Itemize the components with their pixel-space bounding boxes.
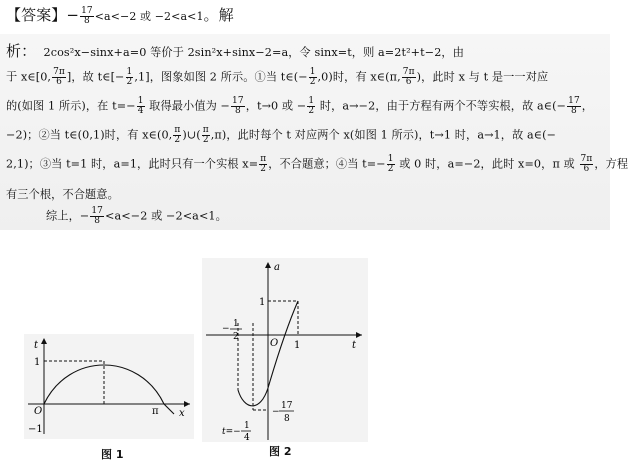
- figure-2-y-label: a: [274, 262, 280, 273]
- figure-2-tmin-prefix: t=−: [222, 427, 241, 437]
- analysis-label: 析：: [6, 42, 37, 60]
- figure-1-caption: 图 1: [101, 448, 124, 461]
- figure-2-neg-half-den: 2: [233, 332, 239, 342]
- figure-2-tick-1-y: 1: [259, 297, 266, 308]
- figure-2-x-label: t: [352, 340, 357, 351]
- figure-1-background: [24, 334, 194, 439]
- analysis-line-7: 综上，− $\frac{17}{8}$ <a<−2 或 −2<a<1。: [46, 206, 227, 226]
- figure-2-neg-half-num: 1: [233, 319, 239, 329]
- answer-frac-17-8: $\frac{17}{8}$: [81, 5, 93, 26]
- analysis-line-3: 的(如图 1 所示)，在 t=− $\frac{1}{4}$ 取得最小值为 − $\frac{17}{8}$ ，t→0 或 − $\frac{1}{2}$ 时，a→−2，由于方程有两个不等实根，故 a∈(− $\frac{17}{8}$ ，: [6, 96, 594, 116]
- answer-bracket-label: 【答案】: [6, 6, 67, 24]
- figure-2-tmin-num: 1: [244, 421, 250, 431]
- answer-line: 【答案】− $\frac{17}{8}$ <a<−2 或 −2<a<1。解: [6, 5, 234, 26]
- answer-end: 。解: [203, 6, 234, 24]
- figure-2-neg-half-minus: −: [222, 324, 230, 334]
- figure-2-origin: O: [270, 338, 279, 349]
- figure-2-ymin-num: 17: [281, 401, 293, 411]
- figure-2-ymin-den: 8: [284, 414, 290, 424]
- analysis-line-5: 2,1)；③当 t=1 时，a=1，此时只有一个实根 x= $\frac{\pi}{2}$ ，不合题意；④当 t=− $\frac{1}{2}$ 或 0 时，a=−2，此时 x=0，π 或 $\frac{7\pi}{6}$ ，方程: [6, 154, 628, 174]
- analysis-line-1: 析： 2cos²x−sinx+a=0 等价于 2sin²x+sinx−2=a，令 sinx=t，则 a=2t²+t−2，由: [6, 42, 465, 60]
- figure-2-tmin-den: 4: [244, 433, 250, 443]
- figure-2-ymin-minus: −: [272, 407, 280, 417]
- figure-2-caption: 图 2: [269, 445, 292, 458]
- analysis-line-4: −2)；②当 t∈(0,1)时，有 x∈(0, $\frac{\pi}{2}$ )∪( $\frac{\pi}{2}$ ,π)，此时每个 t 对应两个 x(如图 1 所示)，t→1 时，a→1，故 a∈(−: [6, 125, 557, 145]
- figure-2-graph: [202, 258, 368, 442]
- figure-1-tick-pi: π: [152, 406, 159, 417]
- analysis-line-2: 于 x∈[0, $\frac{7\pi}{6}$ ]，故 t∈[− $\frac{1}{2}$ ,1]，图象如图 2 所示。①当 t∈(− $\frac{1}{2}$ ,0)时，有 x∈(π, $\frac{7\pi}{6}$ )，此时 x 与 t 是一一对应: [6, 67, 549, 87]
- figure-1-origin: O: [34, 406, 43, 417]
- figure-1-tick-neg1: −1: [28, 424, 43, 435]
- figure-2-tick-1-x: 1: [294, 340, 301, 351]
- figure-1-graph: [24, 334, 194, 439]
- figure-1-y-label: t: [34, 340, 39, 351]
- figure-1-x-label: x: [179, 408, 185, 419]
- answer-tail: <a<−2 或 −2<a<1: [94, 10, 204, 23]
- analysis-line-6: 有三个根，不合题意。: [6, 188, 119, 201]
- figure-1-tick-1: 1: [34, 357, 41, 368]
